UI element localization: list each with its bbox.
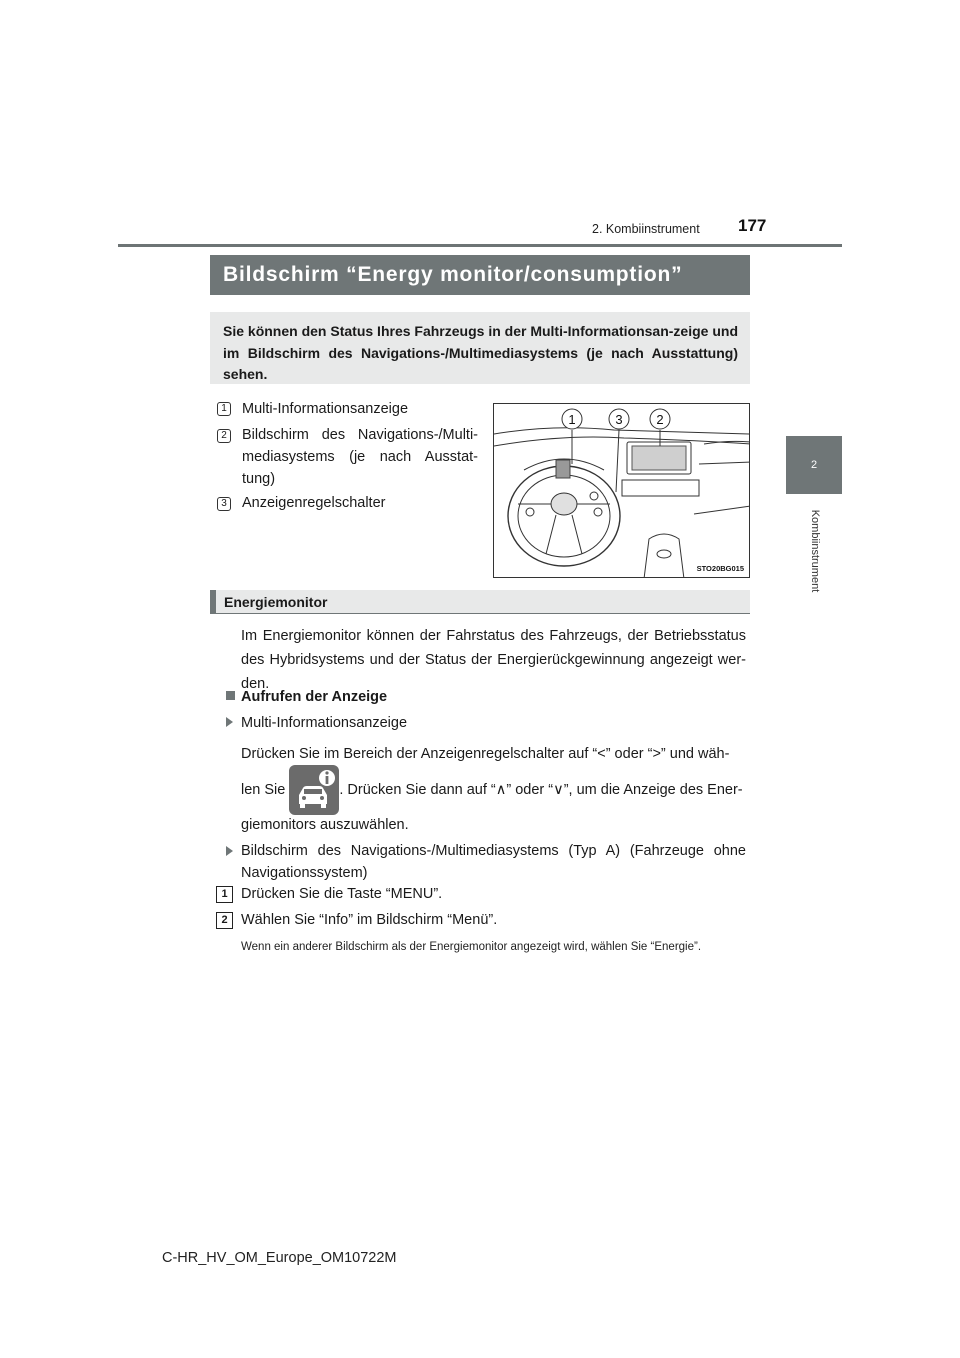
- chapter-side-label: Kombiinstrument: [809, 509, 821, 593]
- callout-badge-2: 2: [217, 425, 231, 443]
- bullet-multi-info: Multi-Informationsanzeige: [226, 715, 407, 731]
- step-text-1: Drücken Sie die Taste “MENU”.: [241, 886, 443, 902]
- figure-label-3: 3: [615, 412, 623, 427]
- header-rule: [118, 244, 842, 247]
- chapter-tab: 2: [786, 436, 842, 494]
- car-info-icon: [289, 765, 339, 815]
- arrow-bullet-icon: [226, 846, 233, 856]
- square-bullet-icon: [226, 691, 235, 700]
- callout-badge-3: 3: [217, 493, 231, 511]
- instruction-line-2: len Sie . Drücken Sie dann auf “∧” oder “∨”, um die Anzeige des Ener-: [241, 765, 746, 815]
- step-badge-2: 2: [216, 910, 233, 929]
- chapter-title: 2. Kombiinstrument: [592, 222, 700, 236]
- dashboard-figure: [493, 403, 750, 578]
- arrow-bullet-icon: [226, 717, 233, 727]
- footer-doc-id: C-HR_HV_OM_Europe_OM10722M: [162, 1250, 397, 1266]
- page-number: 177: [738, 216, 767, 235]
- callout-text-1: Multi-Informationsanzeige: [242, 401, 409, 417]
- sub-heading-aufrufen: Aufrufen der Anzeige: [226, 689, 387, 705]
- callout-text-2: Bildschirm des Navigations-/Multi-mediasystems (je nach Ausstat-tung): [242, 427, 478, 487]
- figure-label-2: 2: [656, 412, 664, 427]
- instruction-line-1: Drücken Sie im Bereich der Anzeigenregelschalter auf “<” oder “>” und wäh-: [241, 746, 730, 762]
- bullet-navigation: Bildschirm des Navigations-/Multimediasystems (Typ A) (Fahrzeuge ohne Navigationssystem): [226, 840, 746, 884]
- callout-badge-1: 1: [217, 398, 231, 416]
- figure-code: STO20BG015: [696, 564, 744, 573]
- intro-box: Sie können den Status Ihres Fahrzeugs in der Multi-Informationsan-zeige und im Bildschirm des Navigations-/Multimediasystems (je nach Ausstattung) sehen.: [210, 312, 750, 384]
- step-badge-1: 1: [216, 884, 233, 903]
- figure-label-1: 1: [568, 412, 576, 427]
- callout-text-3: Anzeigenregelschalter: [242, 495, 386, 511]
- note-text: Wenn ein anderer Bildschirm als der Energiemonitor angezeigt wird, wählen Sie “Energie”.: [241, 941, 702, 953]
- step-text-2: Wählen Sie “Info” im Bildschirm “Menü”.: [241, 912, 498, 928]
- instruction-line-3: giemonitors auszuwählen.: [241, 817, 409, 833]
- dashboard-illustration: [494, 404, 750, 578]
- section-title: Bildschirm “Energy monitor/consumption”: [210, 255, 750, 295]
- sub-header-rule: [210, 613, 750, 614]
- energiemonitor-heading: Energiemonitor: [210, 590, 750, 614]
- energiemonitor-paragraph: Im Energiemonitor können der Fahrstatus des Fahrzeugs, der Betriebsstatus des Hybridsystems und der Status der Energierückgewinnung angezeigt wer-den.: [241, 628, 746, 692]
